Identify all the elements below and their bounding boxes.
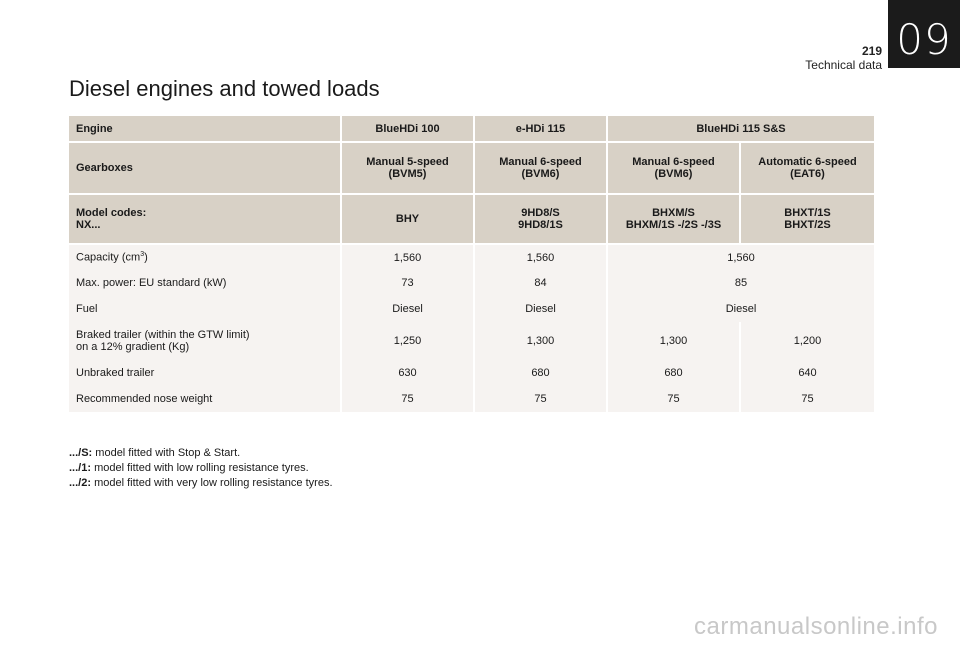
model-code: BHXM/1S -/2S -/3S <box>625 219 722 231</box>
engine-cell: BlueHDi 100 <box>341 116 474 142</box>
model-code: BHXT/2S <box>784 219 831 231</box>
gearbox-name: Manual 6-speed <box>499 156 582 168</box>
model-codes-label-line: NX... <box>76 219 101 231</box>
fuel-cell: Diesel <box>341 296 474 322</box>
nose-weight-cell: 75 <box>341 386 474 412</box>
model-code: BHXM/S <box>652 207 695 219</box>
max-power-row <box>69 270 874 296</box>
model-code: 9HD8/S <box>521 207 560 219</box>
gearbox-code: (BVM6) <box>654 168 693 180</box>
unbraked-trailer-row <box>69 360 874 386</box>
model-code-cell <box>474 194 607 244</box>
capacity-label <box>69 244 341 270</box>
gearbox-cell <box>740 142 874 194</box>
capacity-unit-exponent: 3 <box>140 251 145 259</box>
footnote <box>69 446 333 461</box>
braked-label-line: Braked trailer (within the GTW limit) <box>76 329 250 341</box>
unbraked-trailer-cell: 680 <box>607 360 740 386</box>
footnotes <box>69 446 333 491</box>
braked-trailer-cell: 1,250 <box>341 322 474 360</box>
model-codes-label <box>69 194 341 244</box>
max-power-cell: 73 <box>341 270 474 296</box>
braked-trailer-label <box>69 322 341 360</box>
model-codes-label-line: Model codes: <box>76 207 147 219</box>
model-code-cell <box>607 194 740 244</box>
fuel-cell: Diesel <box>607 296 874 322</box>
unbraked-trailer-label: Unbraked trailer <box>69 360 341 386</box>
model-code-cell <box>740 194 874 244</box>
gearbox-name: Manual 5-speed <box>366 156 449 168</box>
gearboxes-row <box>69 142 874 194</box>
page-number: 219 <box>861 44 882 58</box>
chapter-tab <box>888 0 960 68</box>
capacity-label-end: ) <box>144 251 148 264</box>
footnote-text: model fitted with Stop & Start. <box>92 447 241 459</box>
model-code: 9HD8/1S <box>518 219 563 231</box>
section-title: Technical data <box>805 58 882 72</box>
footnote-key: .../1: <box>69 462 92 474</box>
gearbox-cell <box>607 142 740 194</box>
model-code-cell: BHY <box>341 194 474 244</box>
gearbox-code: (EAT6) <box>790 168 825 180</box>
footnote-key: .../S: <box>69 447 93 459</box>
footnote-text: model fitted with very low rolling resistance tyres. <box>91 477 333 489</box>
document-title: Diesel engines and towed loads <box>69 76 380 101</box>
braked-trailer-cell: 1,200 <box>740 322 874 360</box>
footnote <box>69 476 333 491</box>
unbraked-trailer-cell: 640 <box>740 360 874 386</box>
unbraked-trailer-cell: 680 <box>474 360 607 386</box>
braked-label-line: on a 12% gradient (Kg) <box>76 341 190 353</box>
capacity-cell: 1,560 <box>607 244 874 270</box>
nose-weight-cell: 75 <box>474 386 607 412</box>
gearbox-cell <box>474 142 607 194</box>
max-power-cell: 85 <box>607 270 874 296</box>
engine-row <box>69 116 874 142</box>
fuel-label: Fuel <box>69 296 341 322</box>
fuel-row <box>69 296 874 322</box>
nose-weight-label: Recommended nose weight <box>69 386 341 412</box>
gearboxes-label: Gearboxes <box>69 142 341 194</box>
fuel-cell: Diesel <box>474 296 607 322</box>
gearbox-cell <box>341 142 474 194</box>
diesel-towed-loads-table <box>69 116 874 412</box>
capacity-label-text: Capacity (cm <box>76 251 141 264</box>
capacity-row <box>69 244 874 270</box>
engine-cell: BlueHDi 115 S&S <box>607 116 874 142</box>
footnote <box>69 461 333 476</box>
nose-weight-cell: 75 <box>740 386 874 412</box>
model-code: BHXT/1S <box>784 207 831 219</box>
chapter-number: 09 <box>896 15 952 64</box>
nose-weight-row <box>69 386 874 412</box>
max-power-label: Max. power: EU standard (kW) <box>69 270 341 296</box>
gearbox-name: Automatic 6-speed <box>758 156 857 168</box>
capacity-cell: 1,560 <box>474 244 607 270</box>
gearbox-code: (BVM6) <box>521 168 560 180</box>
watermark: carmanualsonline.info <box>694 613 938 640</box>
braked-trailer-cell: 1,300 <box>474 322 607 360</box>
footnote-text: model fitted with low rolling resistance tyres. <box>91 462 309 474</box>
footnote-key: .../2: <box>69 477 92 489</box>
engine-label: Engine <box>69 116 341 142</box>
gearbox-code: (BVM5) <box>388 168 427 180</box>
nose-weight-cell: 75 <box>607 386 740 412</box>
model-codes-row <box>69 194 874 244</box>
unbraked-trailer-cell: 630 <box>341 360 474 386</box>
capacity-cell: 1,560 <box>341 244 474 270</box>
max-power-cell: 84 <box>474 270 607 296</box>
gearbox-name: Manual 6-speed <box>632 156 715 168</box>
braked-trailer-row <box>69 322 874 360</box>
braked-trailer-cell: 1,300 <box>607 322 740 360</box>
engine-cell: e-HDi 115 <box>474 116 607 142</box>
